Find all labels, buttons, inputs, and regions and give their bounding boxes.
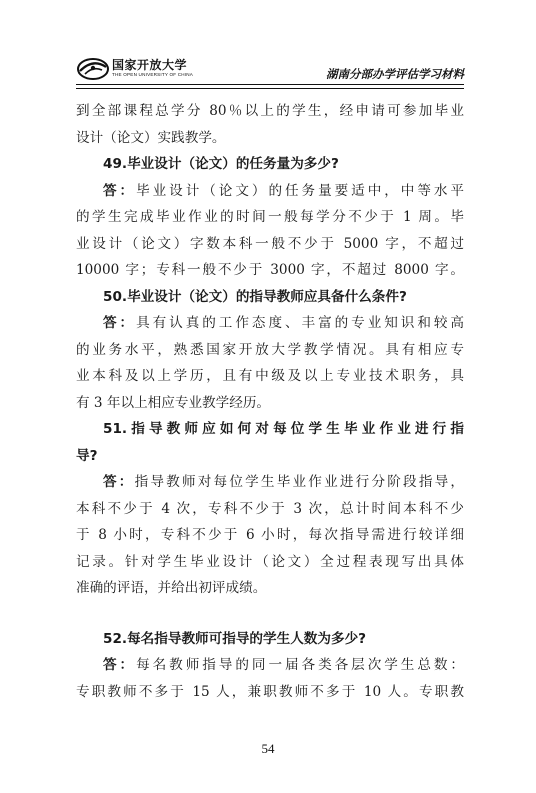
answer-label: 答： [103,182,137,199]
logo-chinese-name: 国家开放大学 [112,58,188,72]
answer-line [76,652,464,679]
header-rule-thin [76,88,464,89]
question-heading: 52.每名指导教师可指导的学生人数为多少? [103,630,367,647]
body-line: 10000 字；专科一般不少于 3000 字，不超过 8000 字。 [76,262,464,278]
page-number: 54 [261,741,275,756]
body-line: 业设计（论文）字数本科一般不少于 5000 字，不超过 [76,235,464,252]
answer-line [76,178,464,205]
answer-label: 答： [103,474,135,490]
university-logo-icon [76,56,110,82]
logo-english-name: THE OPEN UNIVERSITY OF CHINA [112,72,194,77]
body-line: 的业务水平，熟悉国家开放大学教学情况。具有相应专 [76,341,464,358]
question-heading: 49.毕业设计（论文）的任务量为多少? [103,156,339,172]
body-line: 准确的评语，并给出初评成绩。 [76,580,267,596]
header-title: 湖南分部办学评估学习材料 [326,67,464,81]
body-line: 的学生完成毕业作业的时间一般每学分不少于 1 周。毕 [76,209,464,225]
section-gap [76,602,464,626]
question-heading: 50.毕业设计（论文）的指导教师应具备什么条件? [103,288,407,305]
page-header [76,52,464,92]
body-line: 本科不少于 4 次，专科不少于 3 次，总计时间本科不少 [76,500,464,517]
question-heading-cont: 导? [76,447,98,464]
answer-line [76,310,464,337]
answer-text: 毕业设计（论文）的任务量要适中，中等水平 [136,182,464,199]
body-line: 设计（论文）实践教学。 [76,129,226,146]
answer-text: 每名教师指导的同一届各类各层次学生总数： [136,657,464,673]
answer-label: 答： [103,315,137,331]
body-line: 到全部课程总学分 80％以上的学生，经申请可参加毕业 [76,103,464,119]
answer-label: 答： [103,657,137,673]
body-line: 记录。针对学生毕业设计（论文）全过程表现写出具体 [76,553,464,570]
body-line: 专职教师不多于 15 人，兼职教师不多于 10 人。专职教 [76,683,464,700]
page-body [76,98,464,705]
header-rule-thick [76,84,464,85]
body-line: 于 8 小时，专科不少于 6 小时，每次指导需进行较详细 [76,527,464,543]
body-line: 有 3 年以上相应专业教学经历。 [76,394,271,411]
question-heading: 51.指导教师应如何对每位学生毕业作业进行指 [103,421,464,437]
answer-text: 具有认真的工作态度、丰富的专业知识和较高 [136,315,464,331]
answer-text: 指导教师对每位学生毕业作业进行分阶段指导， [134,474,464,490]
answer-line [76,469,464,496]
body-line: 业本科及以上学历，且有中级及以上专业技术职务，具 [76,368,464,384]
